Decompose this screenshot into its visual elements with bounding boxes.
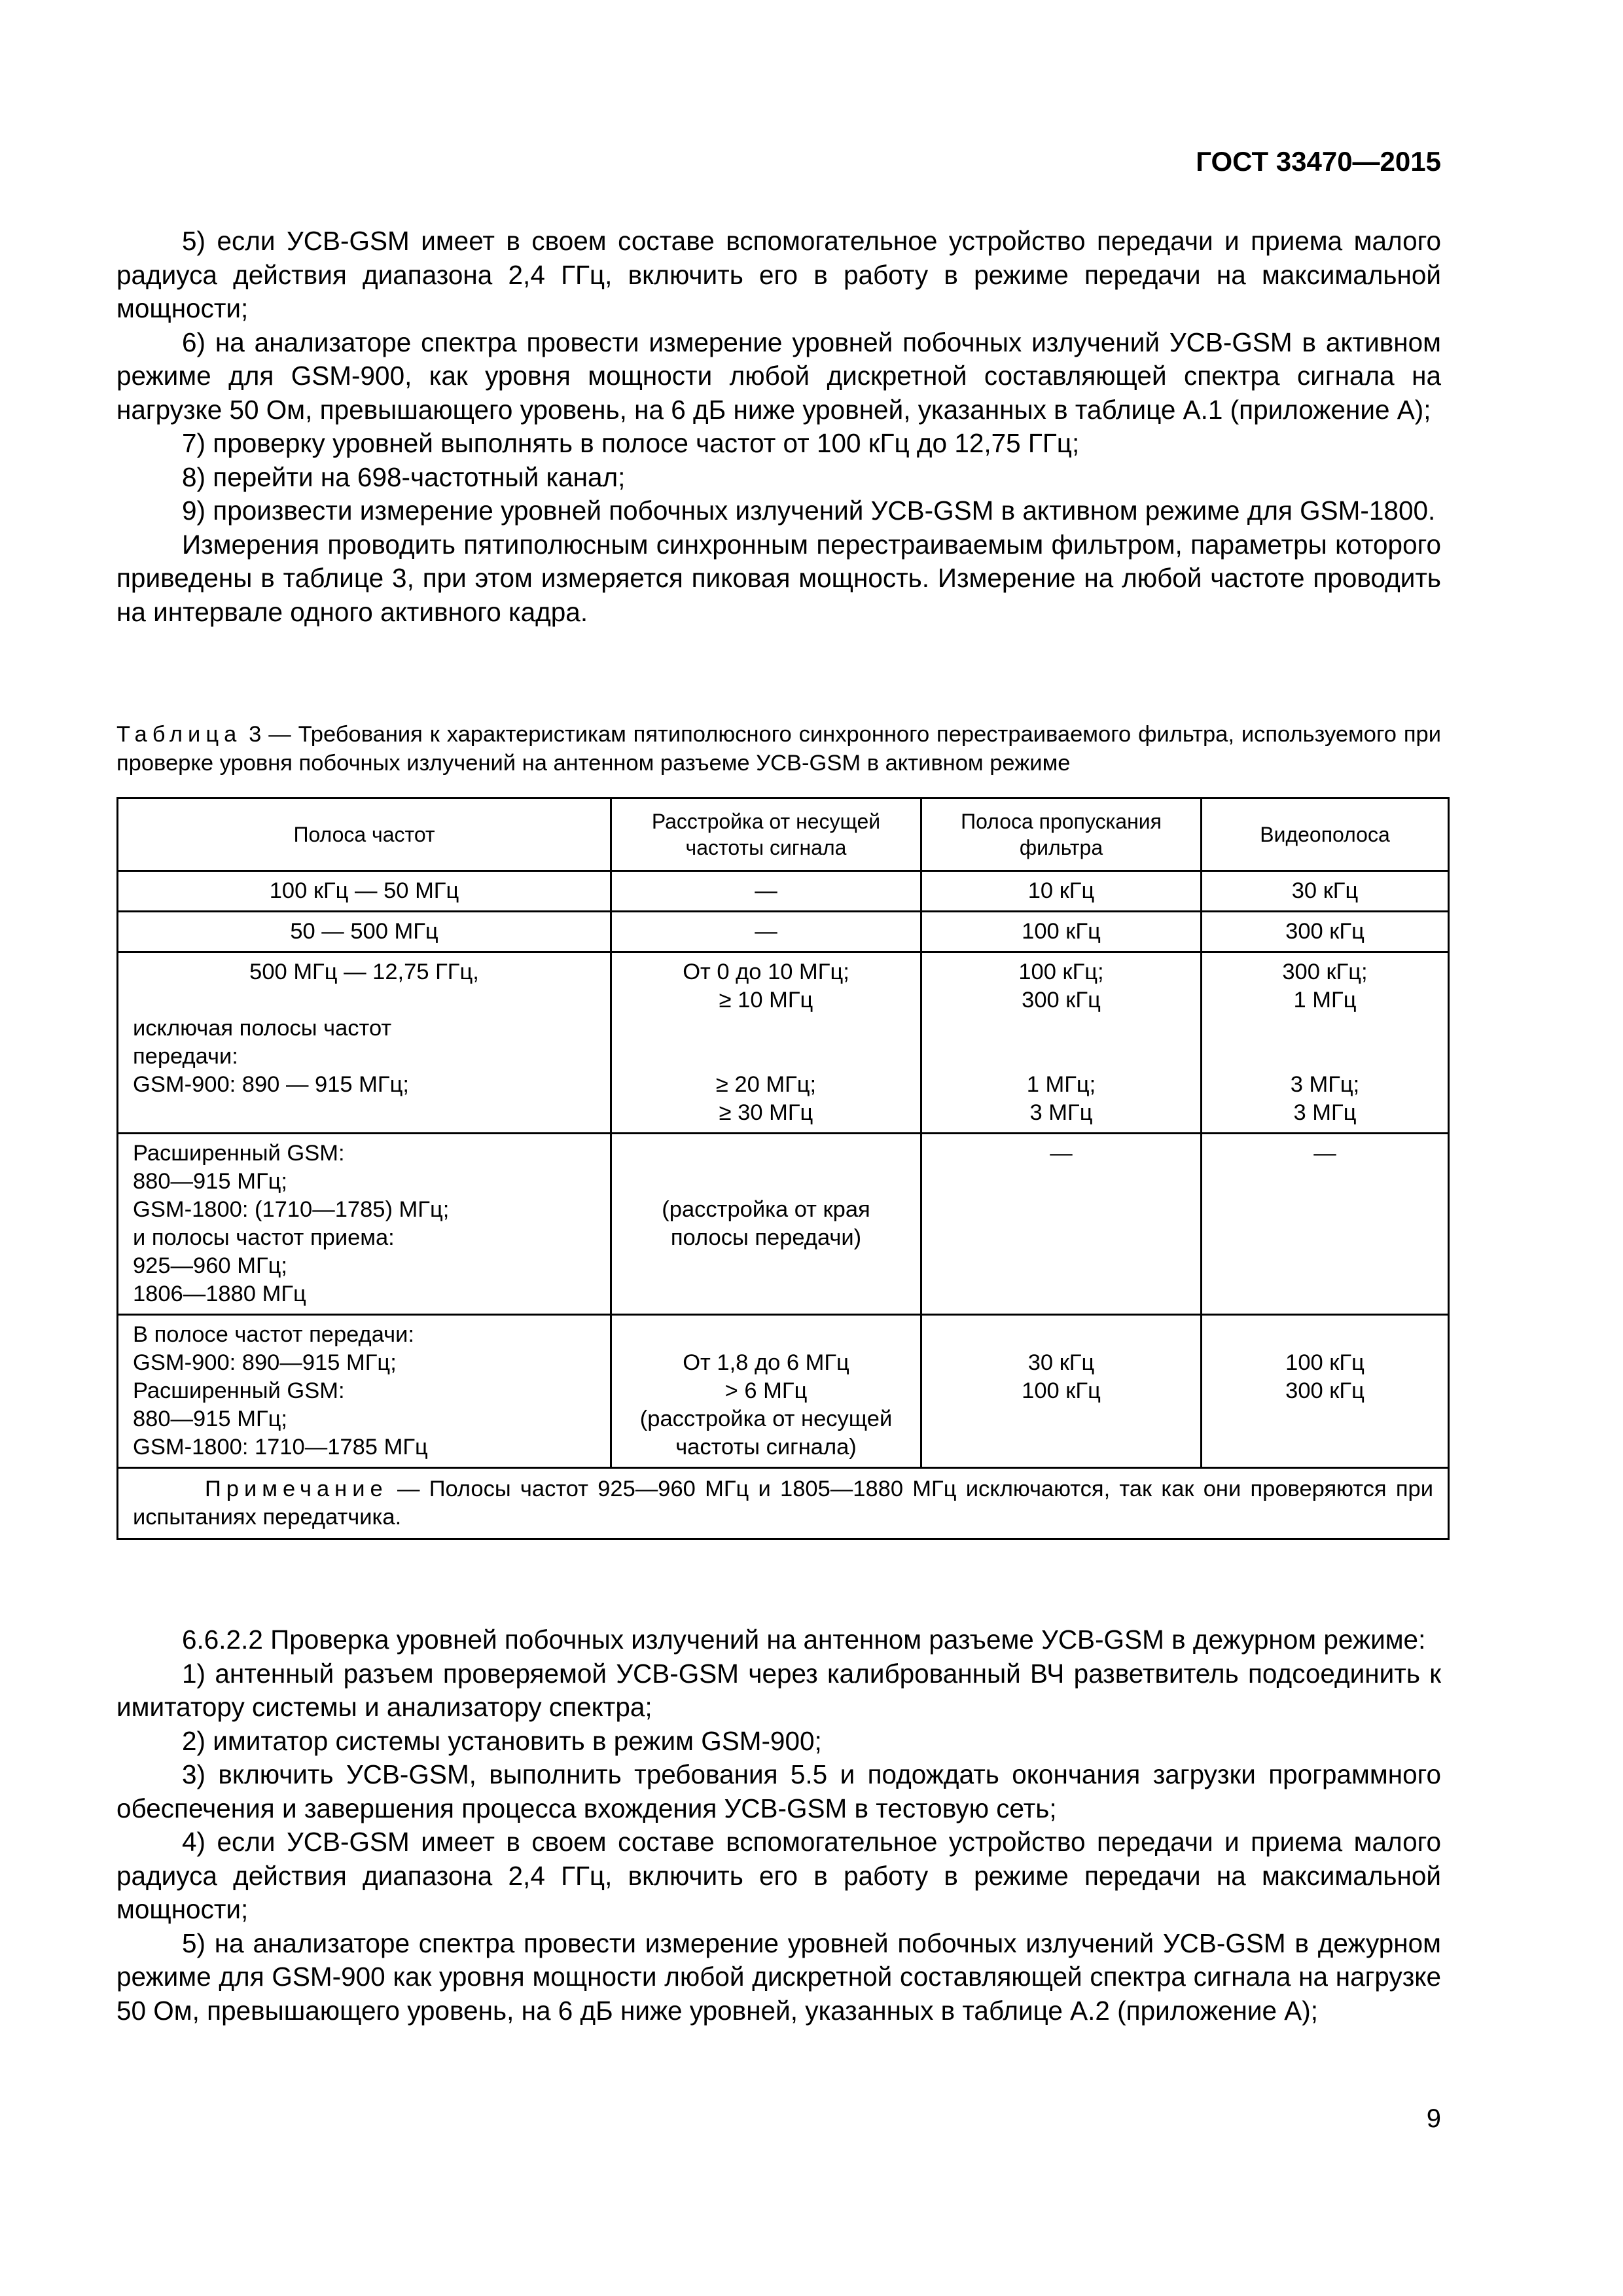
table-row: [118, 952, 1449, 1134]
header-cell: Видеополоса: [1202, 798, 1449, 871]
paragraph: 7) проверку уровней выполнять в полосе частот от 100 кГц до 12,75 ГГц;: [182, 428, 1080, 458]
paragraph: 1) антенный разъем проверяемой УСВ-GSM через калиброванный ВЧ разветвитель подсоединить к имитатору системы и анализатору спектра;: [116, 1658, 1441, 1722]
table-cell: —: [611, 912, 921, 952]
cell-line: 3 МГц: [1293, 1100, 1357, 1125]
table-note-row: [118, 1468, 1449, 1539]
table-row: [118, 871, 1449, 912]
table-cell: 10 кГц: [921, 871, 1202, 912]
cell-line: 300 кГц: [1285, 1378, 1364, 1403]
cell-line: 925—960 МГц;: [133, 1253, 287, 1278]
paragraph: 6) на анализаторе спектра провести измерение уровней побочных излучений УСВ-GSM в активном режиме для GSM-900, как уровня мощности любой дискретной составляющей спектра сигнала на нагрузке 50 Ом, превышающего уровень, на 6 дБ ниже уровней, указанных в таблице А.1 (приложение А);: [116, 327, 1441, 425]
cell-line: и полосы частот приема:: [133, 1225, 395, 1250]
paragraph: 4) если УСВ-GSM имеет в своем составе вспомогательное устройство передачи и приема малого радиуса действия диапазона 2,4 ГГц, включить его в работу в режиме передачи на максимальной мощности;: [116, 1827, 1441, 1924]
cell-line: 500 МГц — 12,75 ГГц,: [249, 960, 479, 984]
cell-line: 1806—1880 МГц: [133, 1282, 306, 1306]
table-cell: [611, 952, 921, 1134]
cell-line: 30 кГц: [1027, 1350, 1095, 1375]
cell-line: 100 кГц: [1022, 1378, 1101, 1403]
table-cell: [1202, 1315, 1449, 1468]
table-row: [118, 1134, 1449, 1315]
table-cell: 300 кГц: [1202, 912, 1449, 952]
cell-line: (расстройка от края: [662, 1197, 870, 1222]
paragraph: 6.6.2.2 Проверка уровней побочных излучений на антенном разъеме УСВ-GSM в дежурном режиме:: [182, 1624, 1426, 1655]
cell-line: GSM-1800: 1710—1785 МГц: [133, 1435, 428, 1460]
cell-line: передачи:: [133, 1044, 238, 1069]
table-cell: [118, 952, 611, 1134]
table-cell: —: [611, 871, 921, 912]
table-cell: [611, 1134, 921, 1315]
cell-line: полосы передачи): [670, 1225, 862, 1250]
cell-line: Расширенный GSM:: [133, 1141, 345, 1166]
cell-line: 3 МГц: [1029, 1100, 1093, 1125]
cell-line: 100 кГц;: [1018, 960, 1104, 984]
table-cell: [921, 1315, 1202, 1468]
table-cell: [118, 1315, 611, 1468]
section-after-table: [116, 1623, 1441, 2028]
cell-line: 1 МГц;: [1026, 1072, 1096, 1097]
header-cell: Полоса пропускания фильтра: [921, 798, 1202, 871]
table-cell: [921, 952, 1202, 1134]
cell-line: исключая полосы частот: [133, 1016, 392, 1041]
cell-line: ≥ 30 МГц: [719, 1100, 813, 1125]
note-label: Примечание: [205, 1477, 388, 1501]
table-note: [118, 1468, 1449, 1539]
cell-line: 880—915 МГц;: [133, 1407, 287, 1431]
cell-line: 880—915 МГц;: [133, 1169, 287, 1194]
cell-line: От 0 до 10 МГц;: [683, 960, 849, 984]
cell-line: 3 МГц;: [1290, 1072, 1360, 1097]
cell-line: GSM-900: 890 — 915 МГц;: [133, 1072, 409, 1097]
cell-line: GSM-900: 890—915 МГц;: [133, 1350, 397, 1375]
table-cell: [118, 1134, 611, 1315]
table-caption: [116, 720, 1441, 778]
paragraph: 8) перейти на 698-частотный канал;: [182, 461, 626, 492]
paragraph: Измерения проводить пятиполюсным синхронным перестраиваемым фильтром, параметры которого приведены в таблице 3, при этом измеряется пиковая мощность. Измерение на любой частоте проводить на интервале одного активного кадра.: [116, 529, 1441, 627]
table-cell: [611, 1315, 921, 1468]
section-before-table: [116, 224, 1441, 629]
paragraph: 5) на анализаторе спектра провести измерение уровней побочных излучений УСВ-GSM в дежурном режиме для GSM-900 как уровня мощности любой дискретной составляющей спектра сигнала на нагрузке 50 Ом, превышающего уровень, на 6 дБ ниже уровней, указанных в таблице А.2 (приложение А);: [116, 1928, 1441, 2026]
cell-line: GSM-1800: (1710—1785) МГц;: [133, 1197, 450, 1222]
paragraph: 3) включить УСВ-GSM, выполнить требования 5.5 и подождать окончания загрузки программного обеспечения и завершения процесса вхождения УСВ-GSM в тестовую сеть;: [116, 1759, 1441, 1823]
table-cell: 100 кГц — 50 МГц: [118, 871, 611, 912]
table-cell: 50 — 500 МГц: [118, 912, 611, 952]
paragraph: 9) произвести измерение уровней побочных излучений УСВ-GSM в активном режиме для GSM-1800.: [182, 495, 1436, 526]
page-number: 9: [1426, 2104, 1441, 2133]
table-row: [118, 912, 1449, 952]
header-cell: Расстройка от несущей частоты сигнала: [611, 798, 921, 871]
cell-line: 1 МГц: [1293, 988, 1357, 1013]
cell-line: ≥ 10 МГц: [719, 988, 813, 1013]
filter-requirements-table: [116, 797, 1450, 1540]
cell-line: 100 кГц: [1285, 1350, 1364, 1375]
table-cell: —: [1202, 1134, 1449, 1315]
document-number: ГОСТ 33470—2015: [1196, 146, 1441, 177]
table-header-row: [118, 798, 1449, 871]
cell-line: частоты сигнала): [675, 1435, 857, 1460]
cell-line: 300 кГц: [1022, 988, 1101, 1013]
paragraph: 5) если УСВ-GSM имеет в своем составе вспомогательное устройство передачи и приема малого радиуса действия диапазона 2,4 ГГц, включить его в работу в режиме передачи на максимальной мощности;: [116, 226, 1441, 323]
cell-line: (расстройка от несущей: [639, 1407, 893, 1431]
table-caption-text: 3 — Требования к характеристикам пятиполюсного синхронного перестраиваемого фильтра, используемого при проверке уровня побочных излучений на антенном разъеме УСВ-GSM в активном режиме: [116, 722, 1441, 776]
table-cell: 100 кГц: [921, 912, 1202, 952]
table-cell: —: [921, 1134, 1202, 1315]
cell-line: > 6 МГц: [724, 1378, 808, 1403]
cell-line: В полосе частот передачи:: [133, 1322, 414, 1347]
table-cell: 30 кГц: [1202, 871, 1449, 912]
table-row: [118, 1315, 1449, 1468]
cell-line: Расширенный GSM:: [133, 1378, 345, 1403]
table-caption-label: Таблица: [116, 722, 242, 747]
cell-line: 300 кГц;: [1282, 960, 1368, 984]
cell-line: От 1,8 до 6 МГц: [683, 1350, 849, 1375]
header-cell: Полоса частот: [118, 798, 611, 871]
note-text: — Полосы частот 925—960 МГц и 1805—1880 МГц исключаются, так как они проверяются при испытаниях передатчика.: [133, 1477, 1433, 1530]
paragraph: 2) имитатор системы установить в режим GSM-900;: [182, 1725, 822, 1756]
table-cell: [1202, 952, 1449, 1134]
cell-line: ≥ 20 МГц;: [715, 1072, 817, 1097]
